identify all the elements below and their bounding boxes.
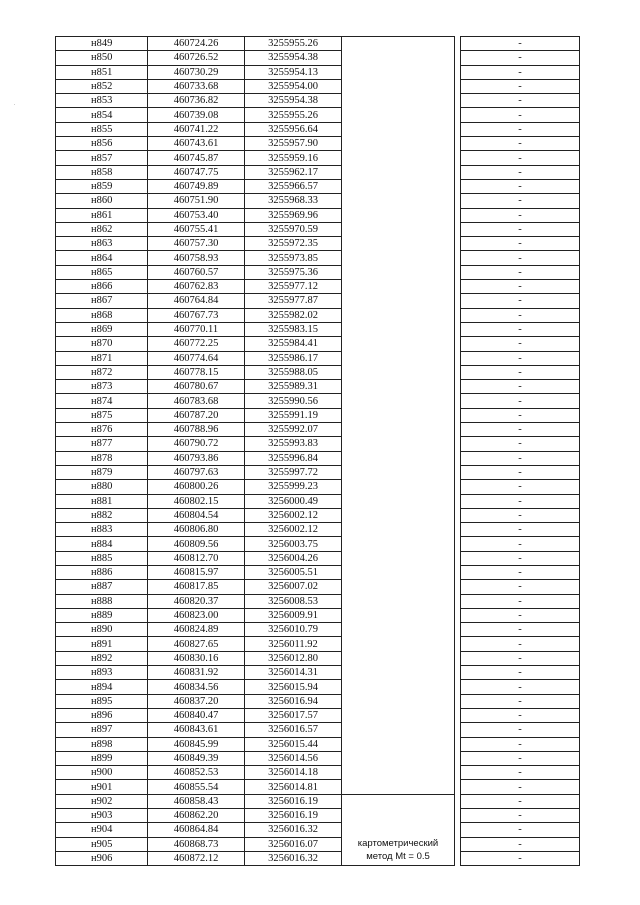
accuracy-cell: - xyxy=(461,708,580,722)
y-coordinate-cell: 3256016.94 xyxy=(245,694,342,708)
x-coordinate-cell: 460751.90 xyxy=(148,194,245,208)
point-id-cell: н882 xyxy=(56,508,148,522)
accuracy-cell: - xyxy=(461,751,580,765)
x-coordinate-cell: 460800.26 xyxy=(148,480,245,494)
table-row xyxy=(56,94,580,108)
x-coordinate-cell: 460802.15 xyxy=(148,494,245,508)
x-coordinate-cell: 460864.84 xyxy=(148,823,245,837)
accuracy-cell: - xyxy=(461,251,580,265)
point-id-cell: н879 xyxy=(56,465,148,479)
accuracy-cell: - xyxy=(461,580,580,594)
y-coordinate-cell: 3255970.59 xyxy=(245,222,342,236)
x-coordinate-cell: 460797.63 xyxy=(148,465,245,479)
table-row xyxy=(56,294,580,308)
accuracy-cell: - xyxy=(461,365,580,379)
accuracy-cell: - xyxy=(461,208,580,222)
y-coordinate-cell: 3256000.49 xyxy=(245,494,342,508)
point-id-cell: н884 xyxy=(56,537,148,551)
accuracy-cell: - xyxy=(461,451,580,465)
x-coordinate-cell: 460849.39 xyxy=(148,751,245,765)
table-row xyxy=(56,208,580,222)
table-row xyxy=(56,766,580,780)
y-coordinate-cell: 3255999.23 xyxy=(245,480,342,494)
x-coordinate-cell: 460736.82 xyxy=(148,94,245,108)
x-coordinate-cell: 460827.65 xyxy=(148,637,245,651)
y-coordinate-cell: 3255993.83 xyxy=(245,437,342,451)
accuracy-cell: - xyxy=(461,737,580,751)
y-coordinate-cell: 3255969.96 xyxy=(245,208,342,222)
x-coordinate-cell: 460749.89 xyxy=(148,179,245,193)
method-cell-empty xyxy=(342,37,455,795)
accuracy-cell: - xyxy=(461,265,580,279)
y-coordinate-cell: 3255990.56 xyxy=(245,394,342,408)
x-coordinate-cell: 460845.99 xyxy=(148,737,245,751)
x-coordinate-cell: 460858.43 xyxy=(148,794,245,808)
point-id-cell: н867 xyxy=(56,294,148,308)
y-coordinate-cell: 3256014.31 xyxy=(245,666,342,680)
table-row xyxy=(56,151,580,165)
point-id-cell: н859 xyxy=(56,179,148,193)
method-note xyxy=(342,837,454,865)
point-id-cell: н869 xyxy=(56,322,148,336)
accuracy-cell: - xyxy=(461,423,580,437)
x-coordinate-cell: 460831.92 xyxy=(148,666,245,680)
y-coordinate-cell: 3256009.91 xyxy=(245,608,342,622)
point-id-cell: н866 xyxy=(56,280,148,294)
y-coordinate-cell: 3255984.41 xyxy=(245,337,342,351)
method-note-line1: картометрический xyxy=(357,838,439,850)
table-row xyxy=(56,165,580,179)
point-id-cell: н849 xyxy=(56,37,148,51)
y-coordinate-cell: 3255957.90 xyxy=(245,137,342,151)
method-note-line2: метод Mt = 0.5 xyxy=(366,851,430,863)
x-coordinate-cell: 460812.70 xyxy=(148,551,245,565)
accuracy-cell: - xyxy=(461,165,580,179)
y-coordinate-cell: 3255959.16 xyxy=(245,151,342,165)
point-id-cell: н850 xyxy=(56,51,148,65)
table-row xyxy=(56,851,580,865)
y-coordinate-cell: 3255989.31 xyxy=(245,380,342,394)
x-coordinate-cell: 460747.75 xyxy=(148,165,245,179)
point-id-cell: н883 xyxy=(56,523,148,537)
point-id-cell: н851 xyxy=(56,65,148,79)
y-coordinate-cell: 3255955.26 xyxy=(245,37,342,51)
y-coordinate-cell: 3255956.64 xyxy=(245,122,342,136)
x-coordinate-cell: 460788.96 xyxy=(148,423,245,437)
point-id-cell: н880 xyxy=(56,480,148,494)
table-row xyxy=(56,508,580,522)
point-id-cell: н873 xyxy=(56,380,148,394)
table-row xyxy=(56,37,580,51)
point-id-cell: н891 xyxy=(56,637,148,651)
y-coordinate-cell: 3256007.02 xyxy=(245,580,342,594)
accuracy-cell: - xyxy=(461,380,580,394)
point-id-cell: н900 xyxy=(56,766,148,780)
x-coordinate-cell: 460823.00 xyxy=(148,608,245,622)
x-coordinate-cell: 460790.72 xyxy=(148,437,245,451)
point-id-cell: н890 xyxy=(56,623,148,637)
table-row xyxy=(56,251,580,265)
point-id-cell: н863 xyxy=(56,237,148,251)
y-coordinate-cell: 3256017.57 xyxy=(245,708,342,722)
x-coordinate-cell: 460753.40 xyxy=(148,208,245,222)
accuracy-cell: - xyxy=(461,680,580,694)
x-coordinate-cell: 460757.30 xyxy=(148,237,245,251)
accuracy-cell: - xyxy=(461,594,580,608)
point-id-cell: н871 xyxy=(56,351,148,365)
table-row xyxy=(56,809,580,823)
table-row xyxy=(56,194,580,208)
table-row xyxy=(56,322,580,336)
x-coordinate-cell: 460764.84 xyxy=(148,294,245,308)
point-id-cell: н877 xyxy=(56,437,148,451)
y-coordinate-cell: 3255966.57 xyxy=(245,179,342,193)
point-id-cell: н868 xyxy=(56,308,148,322)
x-coordinate-cell: 460804.54 xyxy=(148,508,245,522)
table-row xyxy=(56,451,580,465)
x-coordinate-cell: 460733.68 xyxy=(148,79,245,93)
x-coordinate-cell: 460726.52 xyxy=(148,51,245,65)
y-coordinate-cell: 3255968.33 xyxy=(245,194,342,208)
table-row xyxy=(56,108,580,122)
accuracy-cell: - xyxy=(461,280,580,294)
y-coordinate-cell: 3255983.15 xyxy=(245,322,342,336)
table-row xyxy=(56,680,580,694)
x-coordinate-cell: 460837.20 xyxy=(148,694,245,708)
accuracy-cell: - xyxy=(461,37,580,51)
x-coordinate-cell: 460815.97 xyxy=(148,565,245,579)
x-coordinate-cell: 460739.08 xyxy=(148,108,245,122)
table-row xyxy=(56,751,580,765)
accuracy-cell: - xyxy=(461,194,580,208)
point-id-cell: н892 xyxy=(56,651,148,665)
y-coordinate-cell: 3256002.12 xyxy=(245,508,342,522)
x-coordinate-cell: 460724.26 xyxy=(148,37,245,51)
x-coordinate-cell: 460778.15 xyxy=(148,365,245,379)
y-coordinate-cell: 3255977.87 xyxy=(245,294,342,308)
accuracy-cell: - xyxy=(461,766,580,780)
point-id-cell: н858 xyxy=(56,165,148,179)
accuracy-cell: - xyxy=(461,237,580,251)
y-coordinate-cell: 3255973.85 xyxy=(245,251,342,265)
table-row xyxy=(56,737,580,751)
point-id-cell: н865 xyxy=(56,265,148,279)
point-id-cell: н872 xyxy=(56,365,148,379)
table-row xyxy=(56,523,580,537)
y-coordinate-cell: 3256016.07 xyxy=(245,837,342,851)
x-coordinate-cell: 460770.11 xyxy=(148,322,245,336)
accuracy-cell: - xyxy=(461,79,580,93)
point-id-cell: н889 xyxy=(56,608,148,622)
accuracy-cell: - xyxy=(461,608,580,622)
point-id-cell: н905 xyxy=(56,837,148,851)
accuracy-cell: - xyxy=(461,837,580,851)
accuracy-cell: - xyxy=(461,308,580,322)
point-id-cell: н870 xyxy=(56,337,148,351)
point-id-cell: н864 xyxy=(56,251,148,265)
x-coordinate-cell: 460852.53 xyxy=(148,766,245,780)
x-coordinate-cell: 460774.64 xyxy=(148,351,245,365)
y-coordinate-cell: 3256015.44 xyxy=(245,737,342,751)
table-row xyxy=(56,237,580,251)
accuracy-cell: - xyxy=(461,623,580,637)
accuracy-cell: - xyxy=(461,151,580,165)
accuracy-cell: - xyxy=(461,322,580,336)
table-row xyxy=(56,79,580,93)
point-id-cell: н893 xyxy=(56,666,148,680)
y-coordinate-cell: 3256014.81 xyxy=(245,780,342,794)
table-row xyxy=(56,222,580,236)
point-id-cell: н852 xyxy=(56,79,148,93)
point-id-cell: н862 xyxy=(56,222,148,236)
method-cell xyxy=(342,794,455,865)
accuracy-cell: - xyxy=(461,694,580,708)
table-row xyxy=(56,551,580,565)
point-id-cell: н857 xyxy=(56,151,148,165)
x-coordinate-cell: 460868.73 xyxy=(148,837,245,851)
x-coordinate-cell: 460872.12 xyxy=(148,851,245,865)
y-coordinate-cell: 3256016.19 xyxy=(245,809,342,823)
table-row xyxy=(56,137,580,151)
y-coordinate-cell: 3256016.32 xyxy=(245,851,342,865)
x-coordinate-cell: 460843.61 xyxy=(148,723,245,737)
y-coordinate-cell: 3255988.05 xyxy=(245,365,342,379)
y-coordinate-cell: 3255986.17 xyxy=(245,351,342,365)
y-coordinate-cell: 3255996.84 xyxy=(245,451,342,465)
x-coordinate-cell: 460855.54 xyxy=(148,780,245,794)
accuracy-cell: - xyxy=(461,108,580,122)
table-row xyxy=(56,694,580,708)
table-row xyxy=(56,65,580,79)
accuracy-cell: - xyxy=(461,666,580,680)
x-coordinate-cell: 460834.56 xyxy=(148,680,245,694)
x-coordinate-cell: 460787.20 xyxy=(148,408,245,422)
table-row xyxy=(56,708,580,722)
point-id-cell: н888 xyxy=(56,594,148,608)
table-row xyxy=(56,423,580,437)
accuracy-cell: - xyxy=(461,51,580,65)
accuracy-cell: - xyxy=(461,494,580,508)
accuracy-cell: - xyxy=(461,94,580,108)
coordinates-table xyxy=(55,36,580,866)
point-id-cell: н861 xyxy=(56,208,148,222)
table-row xyxy=(56,122,580,136)
point-id-cell: н903 xyxy=(56,809,148,823)
point-id-cell: н855 xyxy=(56,122,148,136)
accuracy-cell: - xyxy=(461,551,580,565)
accuracy-cell: - xyxy=(461,823,580,837)
accuracy-cell: - xyxy=(461,179,580,193)
point-id-cell: н904 xyxy=(56,823,148,837)
x-coordinate-cell: 460809.56 xyxy=(148,537,245,551)
point-id-cell: н860 xyxy=(56,194,148,208)
point-id-cell: н878 xyxy=(56,451,148,465)
table-row xyxy=(56,465,580,479)
table-row xyxy=(56,723,580,737)
point-id-cell: н896 xyxy=(56,708,148,722)
accuracy-cell: - xyxy=(461,465,580,479)
table-row xyxy=(56,594,580,608)
x-coordinate-cell: 460758.93 xyxy=(148,251,245,265)
y-coordinate-cell: 3255954.00 xyxy=(245,79,342,93)
point-id-cell: н885 xyxy=(56,551,148,565)
accuracy-cell: - xyxy=(461,523,580,537)
x-coordinate-cell: 460755.41 xyxy=(148,222,245,236)
y-coordinate-cell: 3255954.38 xyxy=(245,51,342,65)
table-row xyxy=(56,351,580,365)
accuracy-cell: - xyxy=(461,780,580,794)
accuracy-cell: - xyxy=(461,222,580,236)
point-id-cell: н897 xyxy=(56,723,148,737)
table-row xyxy=(56,666,580,680)
table-row xyxy=(56,651,580,665)
accuracy-cell: - xyxy=(461,637,580,651)
point-id-cell: н856 xyxy=(56,137,148,151)
accuracy-cell: - xyxy=(461,65,580,79)
table-row xyxy=(56,794,580,808)
table-row xyxy=(56,179,580,193)
table-row xyxy=(56,494,580,508)
y-coordinate-cell: 3256004.26 xyxy=(245,551,342,565)
point-id-cell: н854 xyxy=(56,108,148,122)
x-coordinate-cell: 460840.47 xyxy=(148,708,245,722)
x-coordinate-cell: 460767.73 xyxy=(148,308,245,322)
x-coordinate-cell: 460824.89 xyxy=(148,623,245,637)
point-id-cell: н906 xyxy=(56,851,148,865)
x-coordinate-cell: 460762.83 xyxy=(148,280,245,294)
table-row xyxy=(56,265,580,279)
table-row xyxy=(56,537,580,551)
table-row xyxy=(56,580,580,594)
y-coordinate-cell: 3256003.75 xyxy=(245,537,342,551)
x-coordinate-cell: 460780.67 xyxy=(148,380,245,394)
point-id-cell: н887 xyxy=(56,580,148,594)
y-coordinate-cell: 3256016.57 xyxy=(245,723,342,737)
x-coordinate-cell: 460830.16 xyxy=(148,651,245,665)
table-row xyxy=(56,337,580,351)
y-coordinate-cell: 3255991.19 xyxy=(245,408,342,422)
table-row xyxy=(56,380,580,394)
y-coordinate-cell: 3255977.12 xyxy=(245,280,342,294)
table-row xyxy=(56,437,580,451)
table-row xyxy=(56,308,580,322)
point-id-cell: н886 xyxy=(56,565,148,579)
table-row xyxy=(56,823,580,837)
point-id-cell: н902 xyxy=(56,794,148,808)
table-row xyxy=(56,280,580,294)
accuracy-cell: - xyxy=(461,794,580,808)
y-coordinate-cell: 3255982.02 xyxy=(245,308,342,322)
table-row xyxy=(56,408,580,422)
accuracy-cell: - xyxy=(461,337,580,351)
y-coordinate-cell: 3256010.79 xyxy=(245,623,342,637)
x-coordinate-cell: 460730.29 xyxy=(148,65,245,79)
y-coordinate-cell: 3256016.19 xyxy=(245,794,342,808)
x-coordinate-cell: 460772.25 xyxy=(148,337,245,351)
accuracy-cell: - xyxy=(461,508,580,522)
point-id-cell: н875 xyxy=(56,408,148,422)
y-coordinate-cell: 3256012.80 xyxy=(245,651,342,665)
y-coordinate-cell: 3256002.12 xyxy=(245,523,342,537)
accuracy-cell: - xyxy=(461,809,580,823)
accuracy-cell: - xyxy=(461,851,580,865)
y-coordinate-cell: 3255972.35 xyxy=(245,237,342,251)
y-coordinate-cell: 3256008.53 xyxy=(245,594,342,608)
accuracy-cell: - xyxy=(461,651,580,665)
x-coordinate-cell: 460806.80 xyxy=(148,523,245,537)
x-coordinate-cell: 460793.86 xyxy=(148,451,245,465)
table-row xyxy=(56,837,580,851)
accuracy-cell: - xyxy=(461,480,580,494)
table-row xyxy=(56,394,580,408)
x-coordinate-cell: 460745.87 xyxy=(148,151,245,165)
y-coordinate-cell: 3255954.13 xyxy=(245,65,342,79)
table-row xyxy=(56,780,580,794)
accuracy-cell: - xyxy=(461,437,580,451)
point-id-cell: н894 xyxy=(56,680,148,694)
y-coordinate-cell: 3255975.36 xyxy=(245,265,342,279)
y-coordinate-cell: 3255997.72 xyxy=(245,465,342,479)
y-coordinate-cell: 3256014.56 xyxy=(245,751,342,765)
accuracy-cell: - xyxy=(461,537,580,551)
accuracy-cell: - xyxy=(461,394,580,408)
table-row xyxy=(56,608,580,622)
x-coordinate-cell: 460741.22 xyxy=(148,122,245,136)
table-row xyxy=(56,637,580,651)
point-id-cell: н899 xyxy=(56,751,148,765)
accuracy-cell: - xyxy=(461,351,580,365)
point-id-cell: н901 xyxy=(56,780,148,794)
y-coordinate-cell: 3255954.38 xyxy=(245,94,342,108)
table-row xyxy=(56,565,580,579)
table-row xyxy=(56,51,580,65)
accuracy-cell: - xyxy=(461,723,580,737)
point-id-cell: н881 xyxy=(56,494,148,508)
x-coordinate-cell: 460760.57 xyxy=(148,265,245,279)
scan-speck xyxy=(14,104,15,105)
accuracy-cell: - xyxy=(461,137,580,151)
coordinates-table-body xyxy=(56,37,580,866)
x-coordinate-cell: 460862.20 xyxy=(148,809,245,823)
point-id-cell: н895 xyxy=(56,694,148,708)
x-coordinate-cell: 460820.37 xyxy=(148,594,245,608)
y-coordinate-cell: 3256016.32 xyxy=(245,823,342,837)
y-coordinate-cell: 3256015.94 xyxy=(245,680,342,694)
accuracy-cell: - xyxy=(461,294,580,308)
point-id-cell: н876 xyxy=(56,423,148,437)
accuracy-cell: - xyxy=(461,565,580,579)
table-row xyxy=(56,480,580,494)
y-coordinate-cell: 3256011.92 xyxy=(245,637,342,651)
y-coordinate-cell: 3255992.07 xyxy=(245,423,342,437)
point-id-cell: н898 xyxy=(56,737,148,751)
y-coordinate-cell: 3255962.17 xyxy=(245,165,342,179)
y-coordinate-cell: 3256014.18 xyxy=(245,766,342,780)
table-row xyxy=(56,365,580,379)
y-coordinate-cell: 3255955.26 xyxy=(245,108,342,122)
x-coordinate-cell: 460743.61 xyxy=(148,137,245,151)
accuracy-cell: - xyxy=(461,122,580,136)
x-coordinate-cell: 460817.85 xyxy=(148,580,245,594)
point-id-cell: н853 xyxy=(56,94,148,108)
point-id-cell: н874 xyxy=(56,394,148,408)
accuracy-cell: - xyxy=(461,408,580,422)
x-coordinate-cell: 460783.68 xyxy=(148,394,245,408)
y-coordinate-cell: 3256005.51 xyxy=(245,565,342,579)
table-row xyxy=(56,623,580,637)
